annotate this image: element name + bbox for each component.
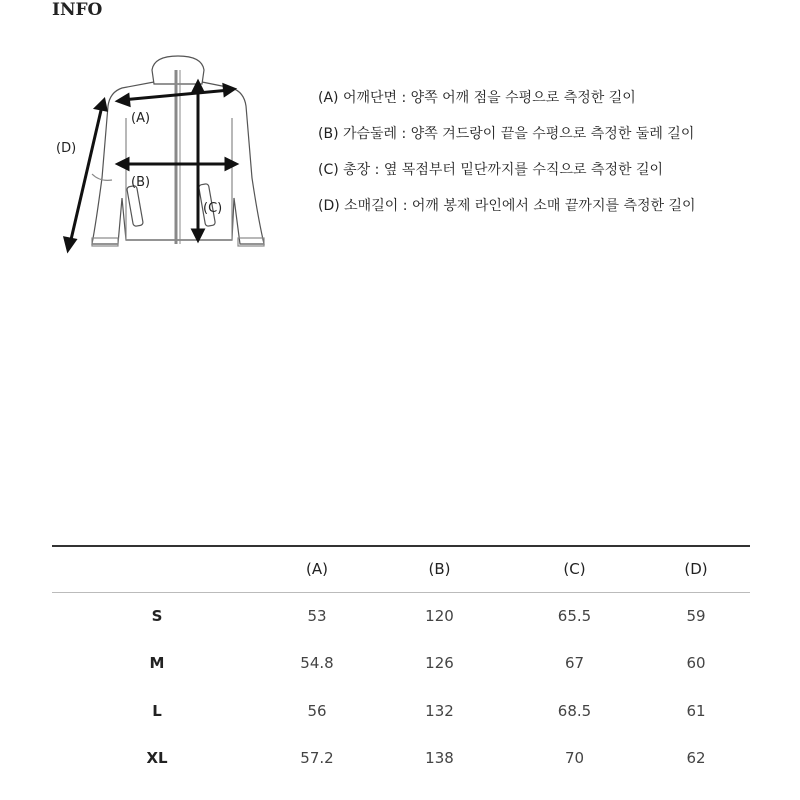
cell-b: 138 <box>425 749 454 768</box>
cell-a: 57.2 <box>300 749 334 768</box>
cell-a: 53 <box>307 607 327 625</box>
legend-item-b: (B) 가슴둘레 : 양쪽 겨드랑이 끝을 수평으로 측정한 둘레 길이 <box>318 126 695 142</box>
cell-d: 60 <box>686 654 706 673</box>
cell-d: 59 <box>686 607 706 625</box>
page-title: INFO <box>52 0 103 20</box>
table-row <box>52 640 750 688</box>
cell-d: 61 <box>686 701 706 720</box>
arrowhead-c-bottom <box>193 230 203 240</box>
label-c: (C) <box>203 201 223 216</box>
header-a: (A) <box>306 560 328 579</box>
cell-b: 120 <box>425 607 454 625</box>
arrowhead-b-right <box>226 159 236 169</box>
cell-c: 68.5 <box>557 701 592 720</box>
table-row <box>52 735 750 783</box>
legend-item-d: (D) 소매길이 : 어깨 봉제 라인에서 소매 끝까지를 측정한 길이 <box>318 198 696 214</box>
left-pocket <box>127 185 144 226</box>
cell-a: 56 <box>307 701 327 720</box>
cell-c: 65.5 <box>557 607 592 625</box>
table-row <box>52 592 750 640</box>
arrowhead-d-top <box>96 100 106 110</box>
label-d: (D) <box>56 141 77 156</box>
left-cuff <box>92 238 118 246</box>
size-label: M <box>149 654 165 673</box>
header-size <box>52 546 262 592</box>
header-b: (B) <box>428 560 451 579</box>
right-cuff <box>238 238 264 246</box>
size-label: L <box>152 701 162 720</box>
size-label: XL <box>146 749 168 768</box>
legend-item-a: (A) 어깨단면 : 양쪽 어깨 점을 수평으로 측정한 길이 <box>318 90 636 106</box>
measure-line-d <box>70 106 102 244</box>
measurement-legend <box>318 88 696 232</box>
label-a: (A) <box>131 111 151 126</box>
label-b: (B) <box>131 175 151 190</box>
size-label: S <box>151 607 163 625</box>
cell-b: 132 <box>425 701 454 720</box>
jacket-diagram <box>52 48 282 268</box>
cell-a: 54.8 <box>300 654 334 673</box>
table-row <box>52 687 750 735</box>
cell-c: 67 <box>564 654 585 673</box>
arrowhead-b-left <box>118 159 128 169</box>
cell-d: 62 <box>686 749 706 768</box>
collar-outline <box>152 56 204 84</box>
size-table <box>52 545 750 782</box>
arrowhead-d-bottom <box>65 238 75 250</box>
arrowhead-a-left <box>118 95 129 105</box>
legend-item-c: (C) 총장 : 옆 목점부터 밑단까지를 수직으로 측정한 길이 <box>318 162 664 178</box>
table-header-row <box>52 546 750 592</box>
header-d: (D) <box>684 560 708 579</box>
cell-b: 126 <box>425 654 454 673</box>
header-c: (C) <box>563 560 586 579</box>
cell-c: 70 <box>564 749 585 768</box>
arrowhead-a-right <box>224 85 234 95</box>
